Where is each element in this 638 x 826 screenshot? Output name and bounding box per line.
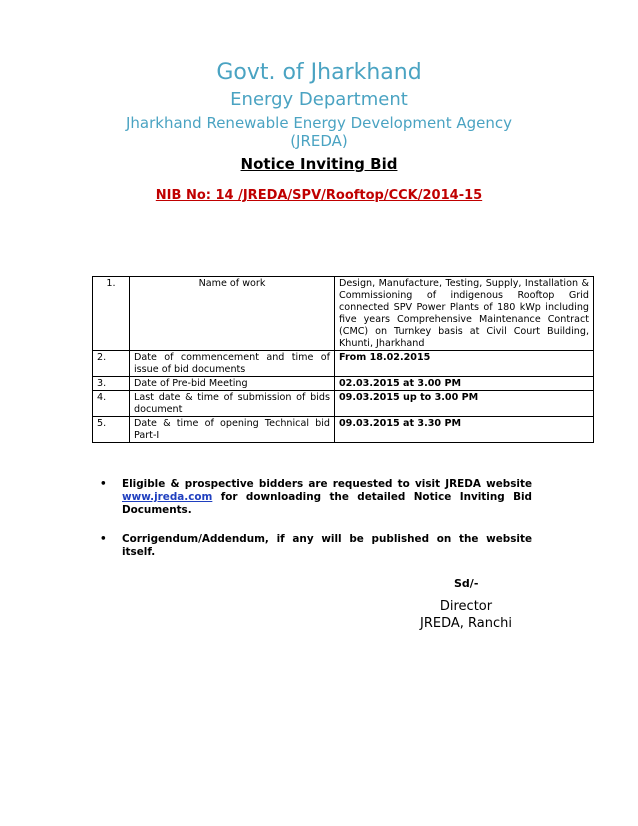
row-label: Date of Pre-bid Meeting: [130, 377, 335, 391]
table-row: [93, 391, 594, 417]
list-item: [100, 478, 532, 517]
table-row: [93, 351, 594, 377]
agency-heading: Jharkhand Renewable Energy Development Agency: [125, 114, 512, 132]
row-value: 09.03.2015 up to 3.00 PM: [335, 391, 594, 417]
table-row: [93, 377, 594, 391]
bid-details-table: [92, 276, 594, 443]
row-number: 2.: [93, 351, 130, 377]
signature-sd: Sd/-: [454, 577, 479, 590]
table-row: [93, 277, 594, 351]
list-item: [100, 533, 532, 559]
row-label: Last date & time of submission of bids document: [130, 391, 335, 417]
row-label: Name of work: [130, 277, 335, 351]
signatory-title: Director: [439, 599, 493, 614]
signature-block: [410, 598, 522, 632]
row-value: 02.03.2015 at 3.00 PM: [335, 377, 594, 391]
note-text: Eligible & prospective bidders are requested to visit JREDA website: [122, 478, 532, 490]
department-heading: Energy Department: [230, 89, 408, 110]
bullet-icon: •: [100, 478, 107, 490]
signatory-org: JREDA, Ranchi: [420, 616, 512, 631]
table-row: [93, 417, 594, 443]
row-value: Design, Manufacture, Testing, Supply, Installation & Commissioning of indigenous Rooftop Grid connected SPV Power Plants of 180 kWp including five years Comprehensive Maintenance Contract (CMC) on Turnkey basis at Civil Court Building, Khunti, Jharkhand: [335, 277, 594, 351]
row-number: 1.: [93, 277, 130, 351]
note-text: Corrigendum/Addendum, if any will be published on the website itself.: [122, 533, 532, 558]
note-text: for downloading the detailed Notice Inviting Bid Documents.: [122, 491, 532, 516]
row-number: 5.: [93, 417, 130, 443]
row-number: 4.: [93, 391, 130, 417]
govt-heading: Govt. of Jharkhand: [216, 60, 422, 85]
notes-list: [100, 478, 532, 575]
notice-title: Notice Inviting Bid: [240, 155, 398, 173]
nib-number: NIB No: 14 /JREDA/SPV/Rooftop/CCK/2014-15: [155, 188, 483, 203]
row-number: 3.: [93, 377, 130, 391]
agency-short-heading: (JREDA): [290, 132, 348, 150]
row-label: Date of commencement and time of issue of bid documents: [130, 351, 335, 377]
row-label: Date & time of opening Technical bid Part-I: [130, 417, 335, 443]
row-value: 09.03.2015 at 3.30 PM: [335, 417, 594, 443]
bullet-icon: •: [100, 533, 107, 545]
jreda-website-link[interactable]: www.jreda.com: [122, 491, 213, 503]
row-value: From 18.02.2015: [335, 351, 594, 377]
